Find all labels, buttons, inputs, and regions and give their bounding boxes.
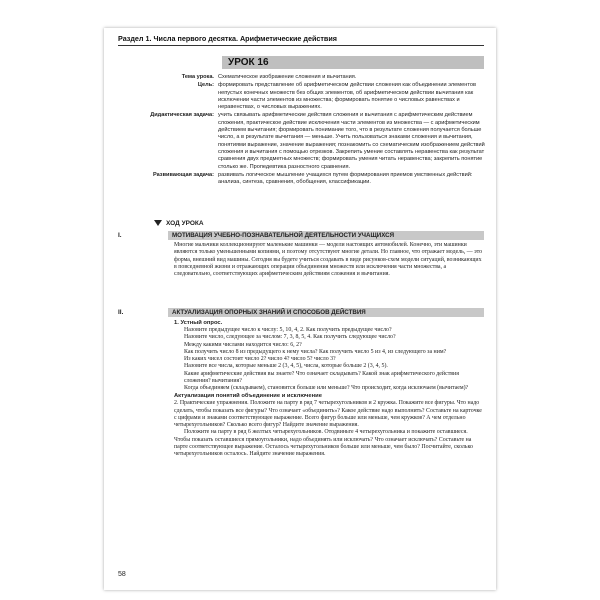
stage-number: I.: [118, 232, 122, 239]
oral-questions: [174, 327, 484, 392]
page-number: 58: [118, 571, 126, 578]
info-label: Тема урока.: [181, 74, 214, 80]
section-header: Раздел 1. Числа первого десятка. Арифметические действия: [118, 34, 484, 46]
stage-2-bar: [118, 308, 484, 317]
question-item: Когда объединяем (складываем), становится больше или меньше? Что происходит, когда исключаем (вычитаем)?: [184, 385, 469, 391]
question-item: Назовите все числа, которые меньше 2 (3, 4, 5), числа, которые больше 2 (3, 4, 5).: [184, 363, 388, 370]
lesson-info: [118, 74, 488, 187]
info-row-developing: [118, 172, 488, 187]
stage-title: АКТУАЛИЗАЦИЯ ОПОРНЫХ ЗНАНИЙ И СПОСОБОВ ДЕЙСТВИЯ: [168, 308, 484, 317]
question-item: Какие арифметические действия вы знаете? Что означает складывать? Какой знак арифметического действия сложения? вычитания?: [184, 370, 459, 384]
task-2-text-b: Положите на парту в ряд 6 желтых четырехугольников. Отодвиньте 4 четырехугольника и покажите оставшиеся. Чтобы показать оставшиеся прямоугольники, надо объединять или исключать? Что означает исключать? Составьте на парте соответствующее выражение. Осталось четырехугольников больше или меньше, чем было? Посчитайте, сколько четырехугольников осталось. Найдите значение выражения.: [174, 429, 473, 457]
info-text: учить связывать арифметические действия сложения и вычитания с арифметическим действием сложения, практическое действие исключения части элементов из множества — с арифметическим действием вычитания; формировать понимание того, что в результате сложения получается больше число, а в результате вычитания — меньше. Учить пользоваться знаками сложения и вычитания, понятиями выражение, значение выражения; познакомить со схематическим изображением действий сложения и вычитания с помощью отрезков. Закрепить умение составлять неравенства как результат сравнения двух предметных множеств; формировать умения читать неравенства; закрепить понятие столько же. Пропедевтика разностного сравнения.: [218, 112, 485, 170]
stage-1-bar: [118, 231, 484, 240]
info-row-goal: [118, 82, 488, 111]
stage-2-body: [118, 319, 484, 458]
stage-2: [118, 308, 484, 458]
oral-survey-heading: 1. Устный опрос.: [174, 320, 223, 326]
stage-1: [118, 231, 484, 278]
info-row-topic: [118, 74, 488, 81]
question-item: Как получить число 8 из предыдущего к нему числа? Как получить число 5 из 4, из следующего за ним?: [184, 348, 447, 355]
info-text: формировать представление об арифметическом действии сложения как объединении элементов непустых конечных множеств без общих элементов, об арифметическом действии вычитания как исключении части элементов из множества; формировать понятие о числовых равенствах и неравенствах, о числовых выражениях.: [218, 82, 476, 111]
info-text: развивать логическое мышление учащихся путем формирования приемов умственных действий: анализа, синтеза, сравнения, обобщения, классификации.: [218, 171, 473, 186]
stage-number: II.: [118, 309, 124, 316]
book-page: [104, 28, 496, 590]
course-heading: [154, 220, 204, 227]
question-item: Назовите число, следующее за числом: 7, 3, 8, 5, 4. Как получить следующее число?: [184, 334, 396, 341]
task-2-text: 2. Практические упражнения. Положите на парту в ряд 7 четырехугольников и 2 кружка. Покажите все фигуры. Что надо сделать, чтобы показать все фигуры? Что означает «объединить»? Какое действие надо выполнить? Составьте на карточке с цифрами и знаками соответствующее выражение. Всего фигур больше или меньше, чем кружков? А чем отдельно четырехугольников? Сколько всего фигур? Найдите значение выражения.: [174, 400, 482, 428]
stage-1-text: Многие мальчики коллекционируют маленькие машинки — модели настоящих автомобилей. Конечно, эти машинки являются только уменьшенными копиями, и поэтому отсутствуют многие детали. Но главное, что отражает модель, — это форма, внешний вид машины. Сегодня вы будете учиться создавать в виде рисунков-схем модели ситуаций, возникающих в повседневной жизни и отражающих операции объединения множеств или исключения части множества, а следовательно, соответствующих арифметическим действиям сложения и вычитания.: [174, 242, 483, 277]
question-item: Назовите предыдущее число к числу: 5, 10, 4, 2. Как получить предыдущее число?: [184, 327, 392, 333]
stage-title: МОТИВАЦИЯ УЧЕБНО-ПОЗНАВАТЕЛЬНОЙ ДЕЯТЕЛЬНОСТИ УЧАЩИХСЯ: [168, 231, 484, 240]
question-item: Между какими числами находится число: 6, 2?: [184, 341, 302, 348]
info-row-didactic: [118, 112, 488, 170]
concept-heading: Актуализация понятий объединение и исключение: [174, 393, 322, 400]
info-label: Развивающая задача:: [152, 171, 214, 178]
info-label: Дидактическая задача:: [150, 112, 214, 119]
question-item: Из каких чисел состоит число 2? число 4? число 5? число 3?: [184, 356, 336, 362]
course-label: ХОД УРОКА: [166, 220, 204, 227]
info-text: Схематическое изображение сложения и вычитания.: [218, 74, 357, 80]
info-label: Цель:: [197, 82, 214, 89]
triangle-down-icon: [154, 220, 162, 226]
lesson-title: УРОК 16: [222, 56, 484, 69]
